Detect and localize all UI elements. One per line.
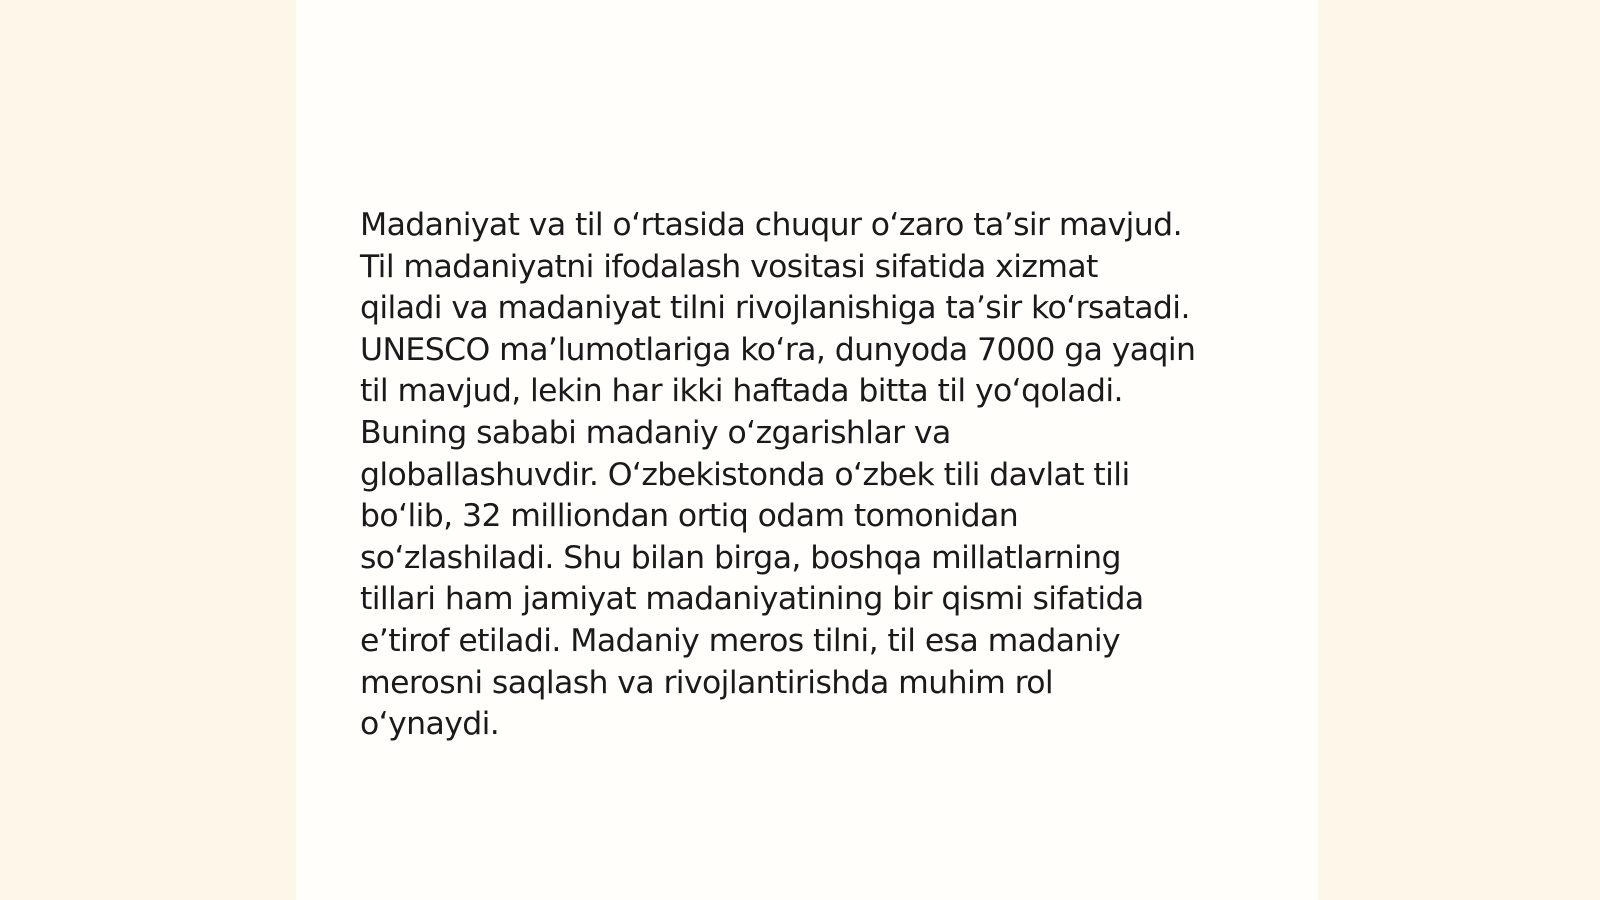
body-paragraph <box>360 205 1260 746</box>
document-page <box>296 0 1318 900</box>
paragraph-line: Til madaniyatni ifodalash vositasi sifatida xizmat <box>360 248 1098 285</box>
paragraph-line: globallashuvdir. Oʻzbekistonda oʻzbek tili davlat tili <box>360 456 1130 493</box>
paragraph-line: Buning sababi madaniy oʻzgarishlar va <box>360 414 951 451</box>
paragraph-line: merosni saqlash va rivojlantirishda muhim rol <box>360 664 1054 701</box>
paragraph-line: boʻlib, 32 milliondan ortiq odam tomonidan <box>360 498 1019 535</box>
paragraph-line: til mavjud, lekin har ikki haftada bitta til yoʻqoladi. <box>360 373 1123 410</box>
paragraph-line: qiladi va madaniyat tilni rivojlanishiga taʼsir koʻrsatadi. <box>360 290 1190 327</box>
paragraph-line: oʻynaydi. <box>360 706 500 743</box>
paragraph-line: UNESCO maʼlumotlariga koʻra, dunyoda 7000 ga yaqin <box>360 331 1196 368</box>
paragraph-line: Madaniyat va til oʻrtasida chuqur oʻzaro taʼsir mavjud. <box>360 207 1182 243</box>
paragraph-line: eʼtirof etiladi. Madaniy meros tilni, til esa madaniy <box>360 622 1121 659</box>
paragraph-line: soʻzlashiladi. Shu bilan birga, boshqa millatlarning <box>360 539 1121 576</box>
paragraph-line: tillari ham jamiyat madaniyatining bir qismi sifatida <box>360 581 1144 618</box>
